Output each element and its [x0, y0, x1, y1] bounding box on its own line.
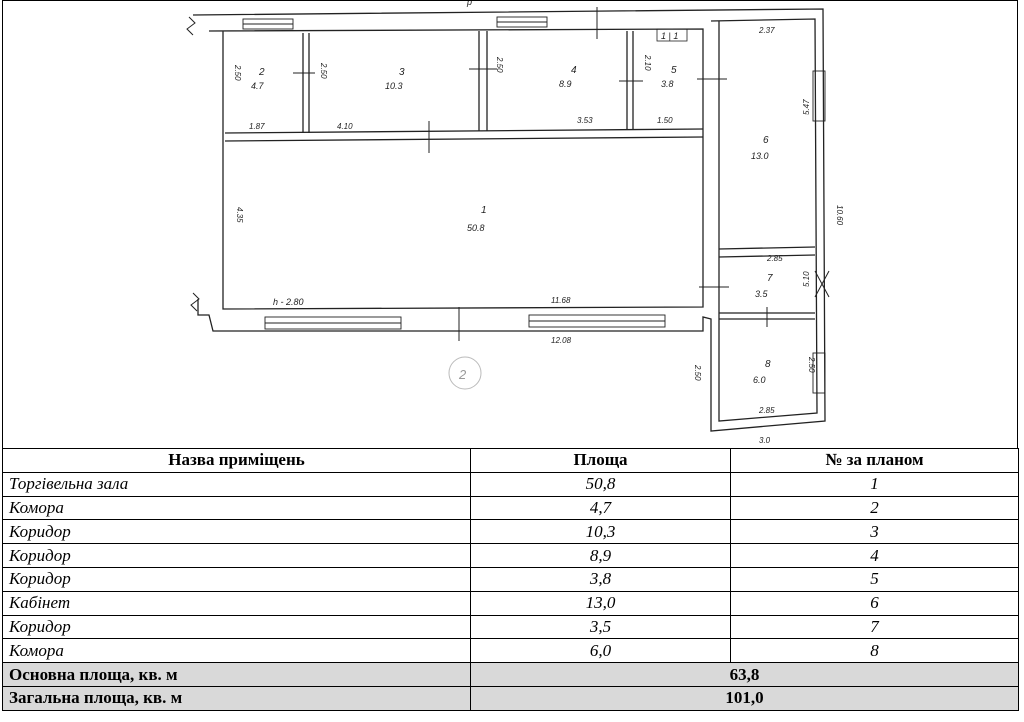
total-label-cell: Загальна площа, кв. м [3, 686, 471, 710]
dimension-label: 1.87 [249, 122, 265, 131]
room-area-cell: 4,7 [471, 496, 731, 520]
plan-title-fragment: р [467, 1, 473, 7]
room-number: 8 [765, 359, 771, 370]
room-number: 5 [671, 65, 677, 76]
room-number-cell: 7 [731, 615, 1019, 639]
plan-legend-label: 1 | 1 [661, 31, 679, 41]
dimension-label: 2.85 [759, 406, 775, 415]
room-name-cell: Коридор [3, 544, 471, 568]
room-name-cell: Коридор [3, 520, 471, 544]
room-number: 1 [481, 205, 487, 216]
header-room-name: Назва приміщень [3, 449, 471, 473]
dimension-label: 2.50 [807, 357, 816, 373]
dimension-label: 4.10 [337, 122, 353, 131]
room-name-cell: Коридор [3, 615, 471, 639]
room-area: 3.5 [755, 289, 768, 299]
plan-circle-label: 2 [459, 367, 467, 382]
dimension-label: 2.85 [767, 254, 783, 263]
room-number-cell: 5 [731, 567, 1019, 591]
room-number-cell: 2 [731, 496, 1019, 520]
dimension-label: 1.50 [657, 116, 673, 125]
break-mark-top [187, 17, 195, 35]
room-area-cell: 3,5 [471, 615, 731, 639]
dimension-label: 2.50 [233, 65, 242, 81]
room-area-cell: 13,0 [471, 591, 731, 615]
header-plan-number: № за планом [731, 449, 1019, 473]
room-area: 8.9 [559, 79, 572, 89]
dimension-label: 10.60 [835, 205, 844, 226]
room-area: 6.0 [753, 375, 766, 385]
plan-windows [243, 17, 825, 393]
total-area-row [3, 686, 1019, 710]
plan-height-label: h - 2.80 [273, 297, 304, 307]
room-number: 3 [399, 67, 405, 78]
room-name-cell: Кабінет [3, 591, 471, 615]
main-area-total-row [3, 663, 1019, 687]
table-row [3, 496, 1019, 520]
dimension-label: 2.10 [643, 55, 652, 71]
room-area: 13.0 [751, 151, 769, 161]
table-row [3, 520, 1019, 544]
table-row [3, 615, 1019, 639]
room-number: 2 [259, 67, 265, 78]
room-number-cell: 3 [731, 520, 1019, 544]
dimension-label: 5.10 [802, 271, 811, 287]
header-area: Площа [471, 449, 731, 473]
room-number-cell: 1 [731, 472, 1019, 496]
dimension-label: 2.50 [319, 63, 328, 79]
room-area-cell: 10,3 [471, 520, 731, 544]
dimension-label: 3.53 [577, 116, 593, 125]
room-name-cell: Комора [3, 639, 471, 663]
room-number-cell: 6 [731, 591, 1019, 615]
room-number: 4 [571, 65, 577, 76]
total-value-cell: 101,0 [471, 686, 1019, 710]
rooms-table [2, 448, 1019, 711]
room-number-cell: 8 [731, 639, 1019, 663]
table-row [3, 591, 1019, 615]
room-name-cell: Комора [3, 496, 471, 520]
dimension-label: 2.50 [693, 365, 702, 381]
room-area-cell: 8,9 [471, 544, 731, 568]
total-label-cell: Основна площа, кв. м [3, 663, 471, 687]
room-name-cell: Торгівельна зала [3, 472, 471, 496]
room-area: 4.7 [251, 81, 264, 91]
floor-plan-frame [2, 0, 1018, 448]
dimension-label: 4.35 [235, 207, 244, 223]
plan-walls [193, 9, 825, 431]
dimension-label: 3.0 [759, 436, 771, 445]
room-area-cell: 6,0 [471, 639, 731, 663]
room-number-cell: 4 [731, 544, 1019, 568]
room-number: 6 [763, 135, 769, 146]
plan-doors [293, 7, 829, 341]
floor-plan-drawing [3, 1, 1019, 449]
table-row [3, 567, 1019, 591]
dimension-label: 5.47 [802, 99, 811, 115]
room-area: 3.8 [661, 79, 674, 89]
table-header-row [3, 449, 1019, 473]
room-area-cell: 3,8 [471, 567, 731, 591]
table-row [3, 639, 1019, 663]
table-row [3, 472, 1019, 496]
total-value-cell: 63,8 [471, 663, 1019, 687]
table-row [3, 544, 1019, 568]
dimension-label: 12.08 [551, 336, 572, 345]
dimension-label: 11.68 [551, 296, 571, 305]
room-name-cell: Коридор [3, 567, 471, 591]
room-area: 10.3 [385, 81, 403, 91]
room-number: 7 [767, 273, 773, 284]
room-area-cell: 50,8 [471, 472, 731, 496]
room-area: 50.8 [467, 223, 485, 233]
dimension-label: 2.37 [759, 26, 775, 35]
plan-room-labels [251, 65, 773, 385]
dimension-label: 2.50 [495, 57, 504, 73]
